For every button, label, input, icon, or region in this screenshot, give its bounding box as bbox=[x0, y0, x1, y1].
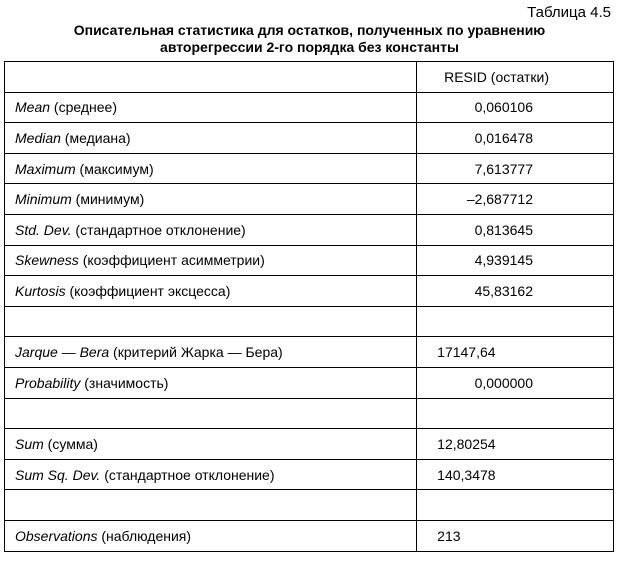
stat-value: 0,813645 bbox=[474, 221, 533, 238]
row-label-cell bbox=[5, 245, 417, 276]
row-value-cell bbox=[417, 184, 614, 215]
row-label-cell bbox=[5, 367, 417, 398]
table-row bbox=[5, 520, 614, 551]
stat-term: Std. Dev. bbox=[15, 221, 72, 238]
stat-value: 140,3478 bbox=[437, 466, 496, 483]
stat-term: Observations bbox=[15, 527, 98, 544]
row-label-cell bbox=[5, 153, 417, 184]
table-row bbox=[5, 214, 614, 245]
row-label-cell bbox=[5, 398, 417, 429]
stat-description: (стандартное отклонение) bbox=[100, 466, 275, 483]
row-label-cell bbox=[5, 306, 417, 337]
stat-description: (среднее) bbox=[50, 99, 117, 116]
row-label-cell bbox=[5, 214, 417, 245]
row-label-cell bbox=[5, 490, 417, 521]
stat-description: (значимость) bbox=[80, 374, 169, 391]
stat-term: Sum Sq. Dev. bbox=[15, 466, 101, 483]
table-row bbox=[5, 245, 614, 276]
row-label-cell bbox=[5, 459, 417, 490]
header-row bbox=[5, 62, 614, 93]
stat-description: (критерий Жарка — Бера) bbox=[109, 344, 283, 361]
table-row bbox=[5, 123, 614, 154]
stat-term: Skewness bbox=[15, 252, 79, 269]
stat-term: Minimum bbox=[15, 191, 72, 208]
stat-value: 4,939145 bbox=[474, 252, 533, 269]
row-value-cell bbox=[417, 153, 614, 184]
stat-term: Jarque — Bera bbox=[15, 344, 110, 361]
stat-value: 213 bbox=[437, 527, 461, 544]
stat-value: 17147,64 bbox=[437, 344, 496, 361]
stat-term: Sum bbox=[15, 435, 44, 452]
stat-value: 12,80254 bbox=[437, 435, 496, 452]
stat-description: (медиана) bbox=[60, 129, 131, 146]
stat-description: (коэффициент асимметрии) bbox=[78, 252, 265, 269]
row-label-cell bbox=[5, 184, 417, 215]
table-row bbox=[5, 367, 614, 398]
stat-description: (максимум) bbox=[75, 160, 154, 177]
stat-description: (наблюдения) bbox=[97, 527, 192, 544]
stat-value: 45,83162 bbox=[474, 282, 533, 299]
stat-value: 0,000000 bbox=[474, 374, 533, 391]
row-label-cell bbox=[5, 92, 417, 123]
row-label-cell bbox=[5, 123, 417, 154]
row-value-cell bbox=[417, 337, 614, 368]
stat-description: (сумма) bbox=[43, 435, 98, 452]
stat-term: Mean bbox=[15, 99, 51, 116]
header-cell-label bbox=[5, 62, 417, 93]
row-value-cell bbox=[417, 306, 614, 337]
row-value-cell bbox=[417, 490, 614, 521]
stat-term: Kurtosis bbox=[15, 282, 66, 299]
row-value-cell bbox=[417, 245, 614, 276]
row-value-cell bbox=[417, 276, 614, 307]
stat-value: 0,016478 bbox=[474, 129, 533, 146]
row-value-cell bbox=[417, 123, 614, 154]
caption-line-2: авторегрессии 2-го порядка без константы bbox=[160, 39, 459, 55]
header-cell-resid bbox=[417, 62, 614, 93]
row-label-cell bbox=[5, 276, 417, 307]
table-number-label: Таблица 4.5 bbox=[527, 4, 611, 21]
table-row bbox=[5, 429, 614, 460]
stat-description: (стандартное отклонение) bbox=[71, 221, 246, 238]
table-row bbox=[5, 337, 614, 368]
stat-description: (коэффициент эксцесса) bbox=[65, 282, 231, 299]
row-value-cell bbox=[417, 398, 614, 429]
row-label-cell bbox=[5, 520, 417, 551]
row-value-cell bbox=[417, 520, 614, 551]
row-value-cell bbox=[417, 367, 614, 398]
statistics-table bbox=[4, 61, 614, 552]
caption-line-1: Описательная статистика для остатков, полученных по уравнению bbox=[73, 22, 546, 38]
table-row bbox=[5, 459, 614, 490]
stat-value: 0,060106 bbox=[474, 99, 533, 116]
table-row bbox=[5, 276, 614, 307]
stat-description: (минимум) bbox=[71, 191, 145, 208]
row-label-cell bbox=[5, 337, 417, 368]
resid-header: RESID (остатки) bbox=[444, 68, 549, 85]
stat-term: Probability bbox=[15, 374, 81, 391]
table-row bbox=[5, 490, 614, 521]
table-caption bbox=[0, 22, 619, 56]
row-value-cell bbox=[417, 214, 614, 245]
row-value-cell bbox=[417, 92, 614, 123]
table-row bbox=[5, 153, 614, 184]
stat-value: –2,687712 bbox=[466, 191, 533, 208]
stat-term: Median bbox=[15, 129, 61, 146]
table-row bbox=[5, 398, 614, 429]
table-row bbox=[5, 184, 614, 215]
table-row bbox=[5, 306, 614, 337]
row-label-cell bbox=[5, 429, 417, 460]
stat-term: Maximum bbox=[15, 160, 76, 177]
row-value-cell bbox=[417, 459, 614, 490]
table-row bbox=[5, 92, 614, 123]
row-value-cell bbox=[417, 429, 614, 460]
stat-value: 7,613777 bbox=[474, 160, 533, 177]
